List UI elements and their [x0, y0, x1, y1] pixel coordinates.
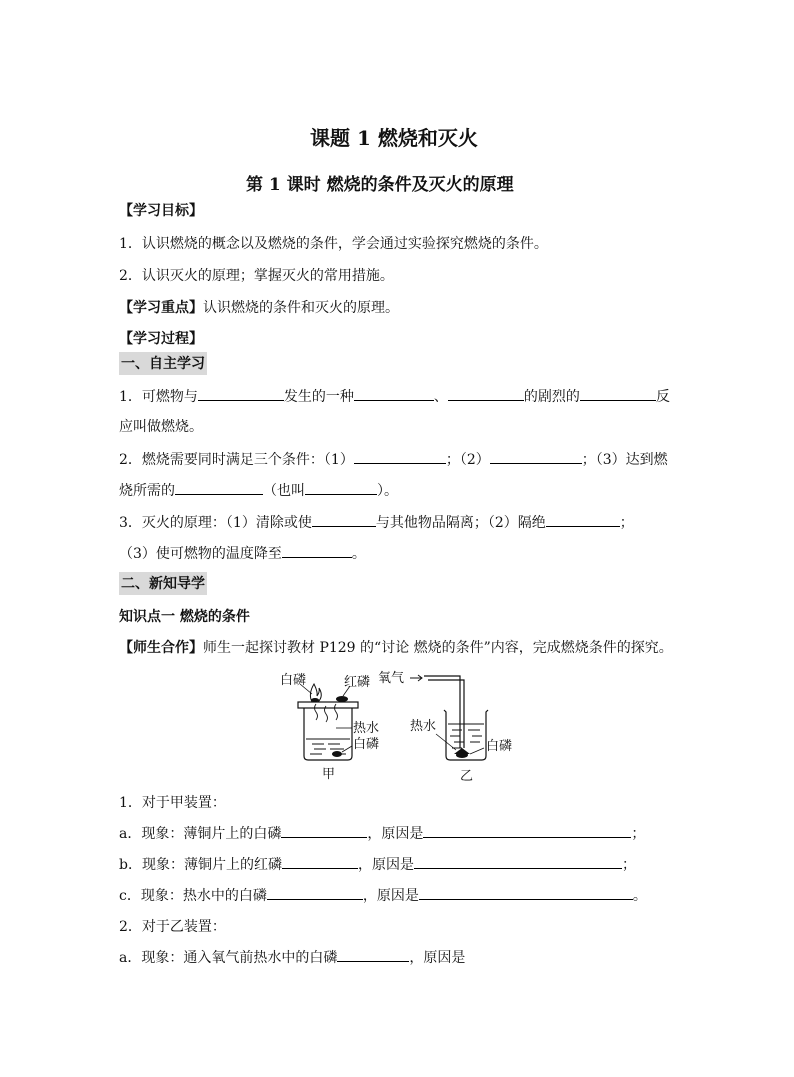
label-red-phosphorus: 红磷: [344, 675, 371, 690]
answer-blank[interactable]: [337, 947, 409, 962]
q1-text-b: 发生的一种: [283, 389, 354, 405]
q2-text-d: 烧所需的: [119, 483, 175, 499]
objective-item: 1．认识燃烧的概念以及燃烧的条件，学会通过实验探究燃烧的条件。: [119, 236, 548, 252]
question-1-line2: 应叫做燃烧。: [119, 419, 203, 435]
q2-text-c: ；（3）达到燃: [581, 452, 668, 468]
jia-c-text-2: ，原因是: [362, 888, 419, 904]
caption-yi: 乙: [460, 769, 474, 784]
objective-item: 2．认识灭火的原理；掌握灭火的常用措施。: [119, 268, 394, 284]
yi-a-text-2: ，原因是: [409, 950, 466, 966]
device-yi-heading: 2．对于乙装置：: [119, 919, 226, 935]
section-new-knowledge: 二、新知导学: [119, 572, 207, 595]
device-jia-heading: 1．对于甲装置：: [119, 795, 226, 811]
jia-b-text-3: ；: [621, 857, 636, 873]
q3-text-c: ；: [619, 515, 634, 531]
question-1: [119, 386, 670, 406]
answer-blank[interactable]: [423, 823, 631, 838]
caption-jia: 甲: [322, 767, 336, 782]
q3-text-e: 。: [351, 546, 366, 562]
device-jia-a: [119, 823, 645, 843]
yi-a-text-1: a．现象：通入氧气前热水中的白磷: [119, 950, 338, 966]
label-white-phosphorus: 白磷: [486, 739, 513, 754]
cooperation-line: [119, 637, 673, 657]
cooperation-heading: 【师生合作】: [119, 640, 203, 656]
q2-text-f: ）。: [377, 483, 398, 499]
device-jia-c: [119, 885, 647, 905]
q1-text-a: 1．可燃物与: [119, 389, 198, 405]
cooperation-text: 师生一起探讨教材 P129 的“讨论 燃烧的条件”内容，完成燃烧条件的探究。: [203, 640, 673, 656]
q1-text-c: 、: [433, 389, 448, 405]
answer-blank[interactable]: [267, 885, 363, 900]
focus-heading: 【学习重点】: [119, 300, 203, 316]
answer-blank[interactable]: [198, 386, 284, 401]
jia-a-text-1: a．现象：薄铜片上的白磷: [119, 826, 282, 842]
q3-text-b: 与其他物品隔离；（2）隔绝: [375, 515, 546, 531]
beaker-jia: [298, 684, 358, 760]
answer-blank[interactable]: [448, 386, 524, 401]
q3-text-d: （3）使可燃物的温度降至: [119, 546, 282, 562]
page-title: 课题 1 燃烧和灭火: [310, 126, 478, 150]
knowledge-point-1: 知识点一 燃烧的条件: [119, 609, 250, 625]
question-3: [119, 512, 634, 532]
answer-blank[interactable]: [419, 885, 633, 900]
focus-line: [119, 297, 399, 317]
answer-blank[interactable]: [580, 386, 656, 401]
beaker-yi: [410, 675, 488, 760]
answer-blank[interactable]: [490, 449, 582, 464]
answer-blank[interactable]: [354, 386, 434, 401]
q2-text-a: 2．燃烧需要同时满足三个条件：（1）: [119, 452, 354, 468]
answer-blank[interactable]: [175, 480, 263, 495]
q1-text-d: 的剧烈的: [523, 389, 580, 405]
answer-blank[interactable]: [282, 854, 358, 869]
jia-a-text-2: ，原因是: [367, 826, 424, 842]
label-white-phosphorus: 白磷: [280, 673, 307, 688]
device-jia-b: [119, 854, 636, 874]
section-self-study: 一、自主学习: [119, 352, 207, 375]
lesson-subtitle: 第 1 课时 燃烧的条件及灭火的原理: [246, 175, 514, 195]
question-3-line2: [119, 543, 366, 563]
answer-blank[interactable]: [414, 854, 622, 869]
jia-b-text-1: b．现象：薄铜片上的红磷: [119, 857, 282, 873]
label-hot-water: 热水: [410, 719, 437, 734]
answer-blank[interactable]: [354, 449, 446, 464]
jia-a-text-3: ；: [631, 826, 646, 842]
answer-blank[interactable]: [312, 512, 376, 527]
jia-c-text-1: c．现象：热水中的白磷: [119, 888, 267, 904]
q3-text-a: 3．灭火的原理：（1）清除或使: [119, 515, 312, 531]
combustion-experiment-diagram: [270, 662, 530, 787]
jia-b-text-2: ，原因是: [357, 857, 414, 873]
question-2: [119, 449, 668, 469]
answer-blank[interactable]: [282, 543, 352, 558]
answer-blank[interactable]: [305, 480, 377, 495]
q2-text-e: （也叫: [263, 483, 305, 499]
label-oxygen: 氧气: [378, 671, 405, 686]
q2-text-b: ；（2）: [445, 452, 490, 468]
answer-blank[interactable]: [281, 823, 367, 838]
label-hot-water: 热水: [353, 721, 380, 736]
question-2-line2: [119, 480, 398, 500]
objectives-heading: 【学习目标】: [119, 203, 203, 219]
process-heading: 【学习过程】: [119, 331, 203, 347]
q1-text-e: 反: [655, 389, 670, 405]
label-white-phosphorus: 白磷: [353, 737, 380, 752]
device-yi-a: [119, 947, 465, 967]
focus-text: 认识燃烧的条件和灭火的原理。: [203, 300, 399, 316]
jia-c-text-3: 。: [632, 888, 647, 904]
answer-blank[interactable]: [546, 512, 620, 527]
